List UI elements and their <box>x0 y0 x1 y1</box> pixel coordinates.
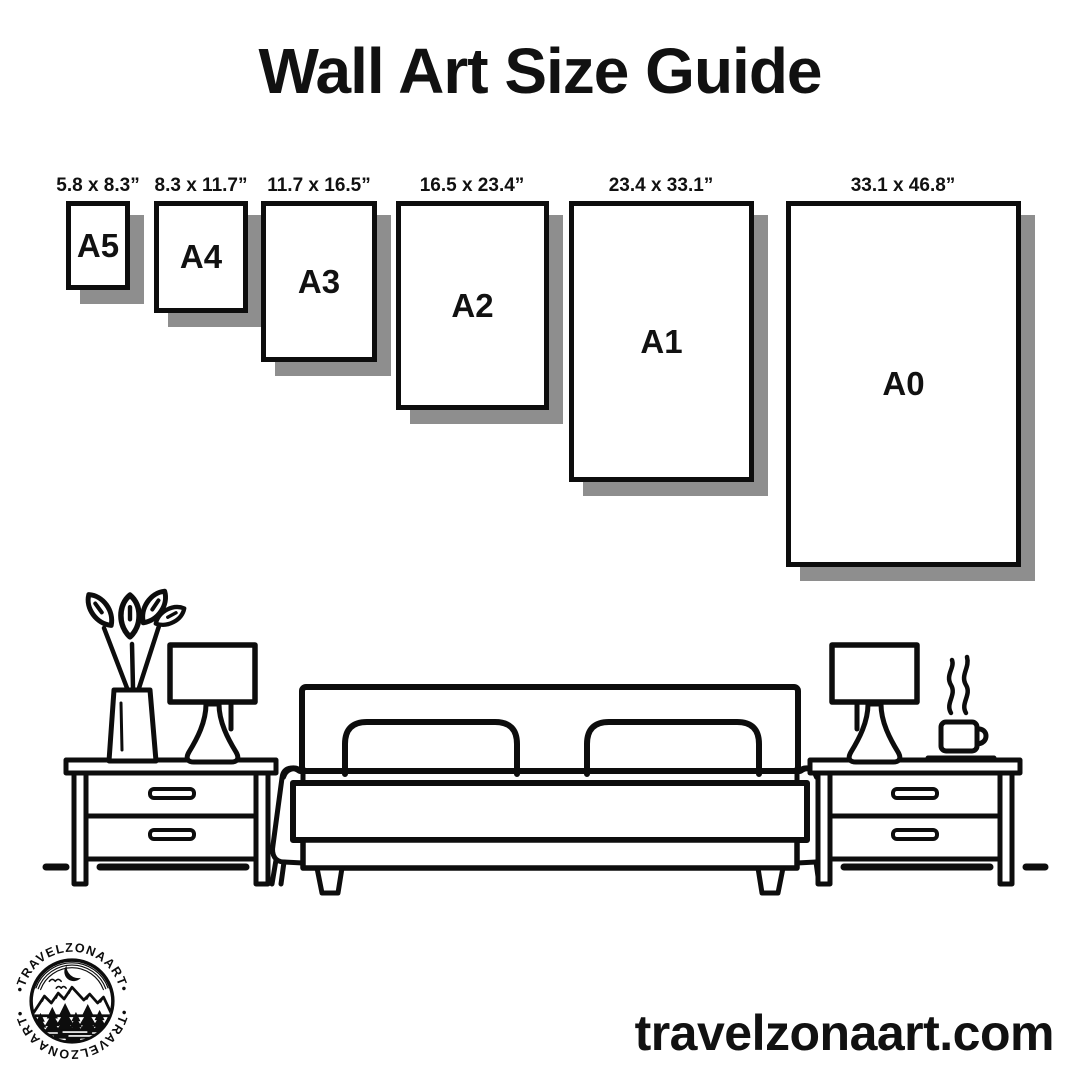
table-lamp-icon <box>170 645 255 762</box>
paper-size-a5 <box>66 201 130 290</box>
coffee-cup-icon <box>928 657 994 758</box>
website-url: travelzonaart.com <box>634 1005 1054 1061</box>
birds-icon <box>49 979 66 988</box>
svg-text:•TRAVELZONAART• <box>13 941 132 994</box>
size-code: A5 <box>76 226 120 264</box>
size-dimensions-label: 8.3 x 11.7” <box>154 175 248 196</box>
double-bed-icon <box>272 687 828 893</box>
page-title: Wall Art Size Guide <box>258 35 822 107</box>
brand-logo <box>8 938 136 1066</box>
logo-ring-text-bottom: •TRAVELZONAART• <box>12 1008 132 1062</box>
bedroom-illustration <box>30 575 1050 900</box>
size-code: A3 <box>297 262 341 300</box>
paper-size-a0 <box>786 201 1021 567</box>
steam-icon <box>964 657 968 713</box>
paper-size-a2 <box>396 201 549 410</box>
size-dimensions-label: 16.5 x 23.4” <box>419 175 525 196</box>
size-code: A2 <box>451 286 494 324</box>
paper-size-a1 <box>569 201 754 482</box>
size-code: A4 <box>179 238 223 275</box>
pillow-icon <box>587 722 759 774</box>
table-lamp-icon <box>832 645 917 762</box>
size-dimensions-label: 11.7 x 16.5” <box>267 175 371 196</box>
size-code: A0 <box>882 365 925 402</box>
size-dimensions-label: 23.4 x 33.1” <box>608 175 714 196</box>
size-code: A1 <box>640 322 683 360</box>
size-dimensions-label: 5.8 x 8.3” <box>56 175 140 196</box>
size-dimensions-label: 33.1 x 46.8” <box>850 175 956 196</box>
paper-size-a3 <box>261 201 377 362</box>
nightstand-left-icon <box>66 760 276 884</box>
steam-icon <box>949 660 953 713</box>
nightstand-right-icon <box>810 760 1020 884</box>
logo-ring-text-top: •TRAVELZONAART• <box>12 940 132 994</box>
pillow-icon <box>345 722 517 774</box>
paper-size-a4 <box>154 201 248 313</box>
